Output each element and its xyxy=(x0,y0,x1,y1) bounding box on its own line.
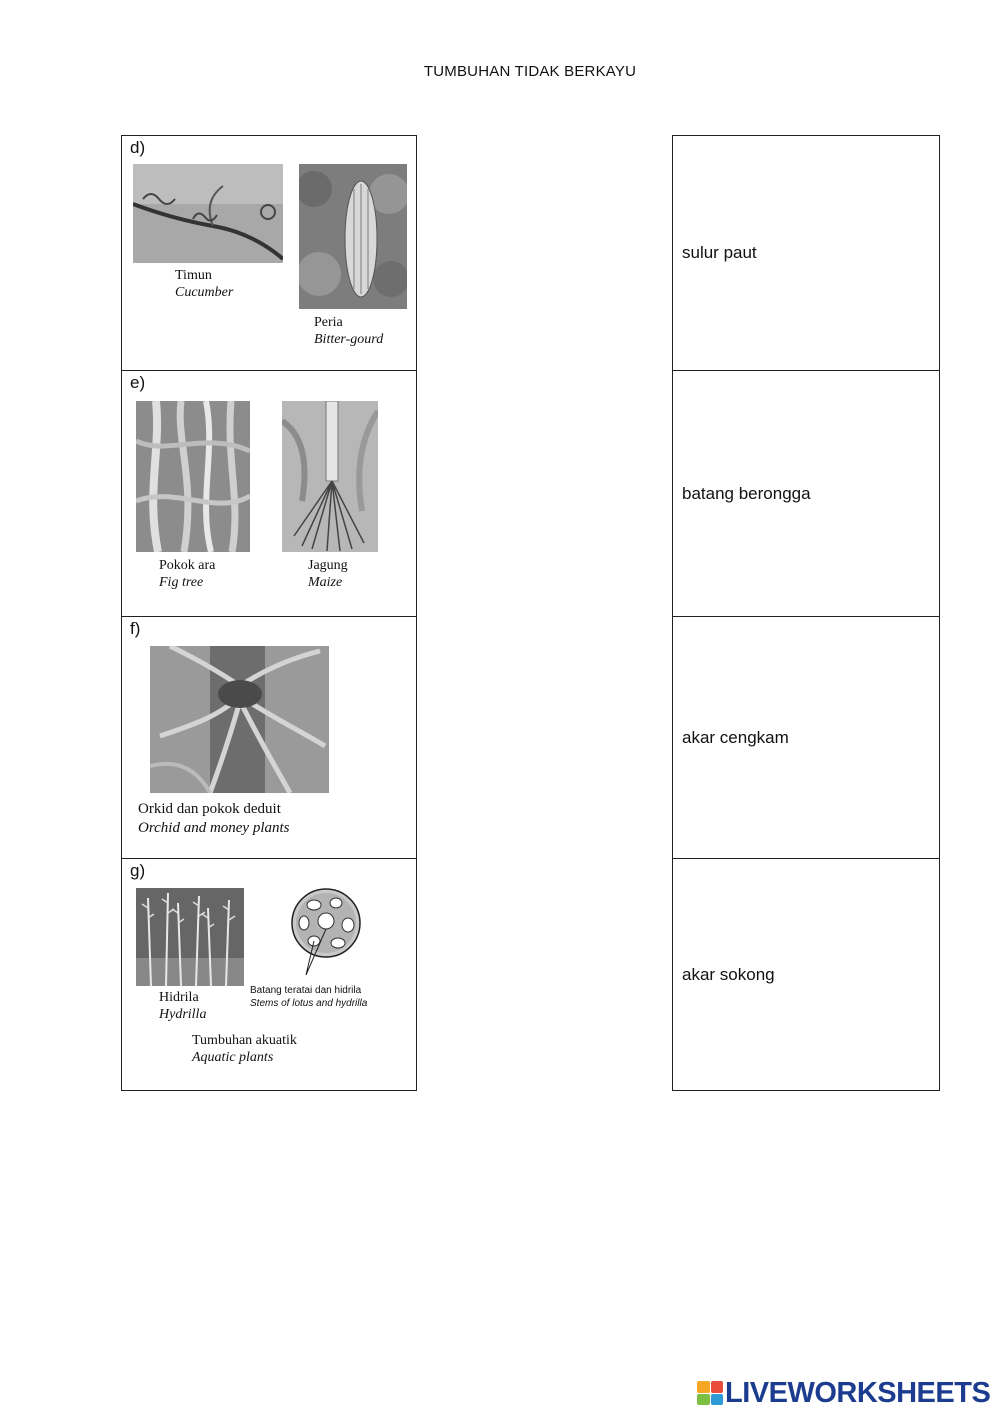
caption-en: Cucumber xyxy=(175,285,234,300)
caption-ms: Tumbuhan akuatik xyxy=(192,1033,297,1048)
logo-block xyxy=(697,1394,710,1406)
answer-column xyxy=(672,135,940,1091)
caption-ms: Orkid dan pokok deduit xyxy=(138,801,281,817)
caption-en: Aquatic plants xyxy=(192,1050,274,1065)
caption-en: Bitter-gourd xyxy=(314,332,384,347)
answer-label: akar cengkam xyxy=(682,727,789,747)
cell-letter: f) xyxy=(130,619,141,638)
liveworksheets-logo xyxy=(697,1377,990,1409)
logo-block xyxy=(697,1381,710,1393)
caption-ms: Timun xyxy=(175,268,212,283)
picture-cell-g xyxy=(122,859,416,1090)
caption-en: Fig tree xyxy=(159,575,204,590)
cell-letter: d) xyxy=(130,138,146,157)
picture-cell-e xyxy=(122,371,416,617)
picture-cell-d xyxy=(122,136,416,371)
answer-label: akar sokong xyxy=(682,964,775,984)
caption-en: Stems of lotus and hydrilla xyxy=(250,998,368,1009)
answer-cell-4[interactable] xyxy=(673,859,939,1090)
answer-cell-1[interactable] xyxy=(673,136,939,371)
caption-ms: Batang teratai dan hidrila xyxy=(250,985,362,996)
answer-label: batang berongga xyxy=(682,483,811,503)
orchid-photo xyxy=(150,646,329,793)
cell-letter: g) xyxy=(130,861,146,880)
page-title: TUMBUHAN TIDAK BERKAYU xyxy=(423,63,637,80)
logo-blocks-icon xyxy=(697,1381,723,1405)
logo-block xyxy=(711,1394,724,1406)
maize-photo xyxy=(282,401,378,552)
caption-orchid xyxy=(138,800,290,838)
caption-cucumber xyxy=(175,267,233,301)
answer-label: sulur paut xyxy=(682,243,757,262)
bitter-gourd-photo xyxy=(299,164,407,309)
lotus-stem-diagram xyxy=(286,885,366,985)
caption-bitter-gourd xyxy=(314,314,383,348)
logo-text: LIVEWORKSHEETS xyxy=(725,1376,991,1409)
caption-en: Orchid and money plants xyxy=(138,820,290,836)
caption-ms: Peria xyxy=(314,315,343,330)
picture-column xyxy=(121,135,417,1091)
cucumber-photo xyxy=(133,164,283,263)
caption-ms: Pokok ara xyxy=(159,558,216,573)
logo-block xyxy=(711,1381,724,1393)
answer-cell-3[interactable] xyxy=(673,617,939,859)
caption-en: Maize xyxy=(308,575,343,590)
answer-cell-2[interactable] xyxy=(673,371,939,617)
caption-hydrilla xyxy=(159,989,206,1023)
caption-ms: Jagung xyxy=(308,558,348,573)
picture-cell-f xyxy=(122,617,416,859)
caption-ms: Hidrila xyxy=(159,990,199,1005)
hydrilla-photo xyxy=(136,888,244,986)
caption-maize xyxy=(308,557,348,591)
fig-tree-photo xyxy=(136,401,250,552)
cell-letter: e) xyxy=(130,373,146,392)
caption-aquatic-plants xyxy=(192,1032,297,1066)
caption-en: Hydrilla xyxy=(159,1007,207,1022)
caption-lotus-stem xyxy=(250,984,367,1010)
caption-fig-tree xyxy=(159,557,215,591)
